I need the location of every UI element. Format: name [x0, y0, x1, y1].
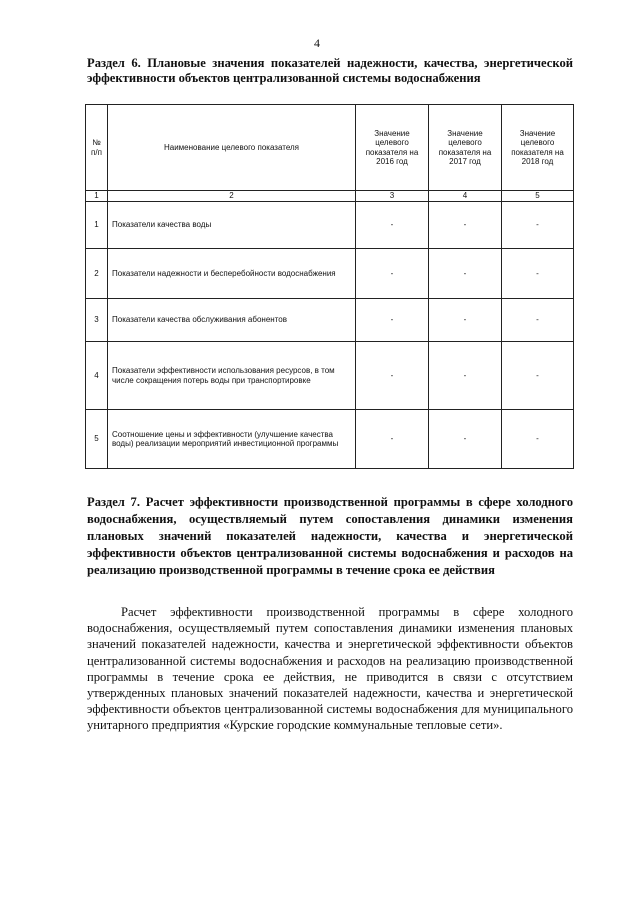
target-indicators-table	[85, 104, 574, 469]
column-index: 1	[86, 191, 108, 202]
column-index: 2	[108, 191, 356, 202]
row-num: 2	[86, 249, 108, 299]
row-num: 5	[86, 410, 108, 469]
header-num: № п/п	[86, 105, 108, 191]
row-value-2018: -	[502, 202, 574, 249]
row-indicator-name: Соотношение цены и эффективности (улучшение качества воды) реализации мероприятий инвестиционной программы	[108, 410, 356, 469]
table-row	[86, 299, 574, 342]
row-value-2016: -	[356, 410, 429, 469]
row-num: 4	[86, 342, 108, 410]
row-value-2017: -	[429, 410, 502, 469]
row-value-2017: -	[429, 202, 502, 249]
header-indicator-name: Наименование целевого показателя	[108, 105, 356, 191]
header-2018: Значение целевого показателя на 2018 год	[502, 105, 574, 191]
row-indicator-name: Показатели эффективности использования ресурсов, в том числе сокращения потерь воды при транспортировке	[108, 342, 356, 410]
row-value-2017: -	[429, 342, 502, 410]
row-value-2016: -	[356, 249, 429, 299]
row-value-2016: -	[356, 202, 429, 249]
column-index: 5	[502, 191, 574, 202]
row-value-2018: -	[502, 249, 574, 299]
table-row	[86, 202, 574, 249]
row-value-2018: -	[502, 299, 574, 342]
table-row	[86, 249, 574, 299]
column-index-row	[86, 191, 574, 202]
section-7-heading: Раздел 7. Расчет эффективности производственной программы в сфере холодного водоснабжения, осуществляемый путем сопоставления динамики изменения плановых значений показателей надежности, качества и энергетической эффективности объектов централизованной системы водоснабжения и расходов на реализацию производственной программы в течение срока ее действия	[87, 495, 573, 577]
row-value-2018: -	[502, 410, 574, 469]
page-number: 4	[314, 36, 320, 50]
table-row	[86, 342, 574, 410]
row-value-2017: -	[429, 299, 502, 342]
section-7-paragraph: Расчет эффективности производственной программы в сфере холодного водоснабжения, осуществляемый путем сопоставления динамики изменения плановых значений показателей надежности, качества и энергетической эффективности объектов централизованной системы водоснабжения и расходов на реализацию производственной программы в течение срока ее действия, не приводится в связи с отсутствием утвержденных плановых значений показателей надежности, качества и энергетической эффективности объектов централизованной системы водоснабжения для муниципального унитарного предприятия «Курские городские коммунальные тепловые сети».	[87, 605, 573, 733]
row-value-2017: -	[429, 249, 502, 299]
row-indicator-name: Показатели надежности и бесперебойности водоснабжения	[108, 249, 356, 299]
header-2017: Значение целевого показателя на 2017 год	[429, 105, 502, 191]
column-index: 4	[429, 191, 502, 202]
row-num: 3	[86, 299, 108, 342]
row-value-2018: -	[502, 342, 574, 410]
table-row	[86, 410, 574, 469]
row-indicator-name: Показатели качества воды	[108, 202, 356, 249]
column-index: 3	[356, 191, 429, 202]
row-value-2016: -	[356, 342, 429, 410]
header-2016: Значение целевого показателя на 2016 год	[356, 105, 429, 191]
section-6-heading: Раздел 6. Плановые значения показателей надежности, качества, энергетической эффективности объектов централизованной системы водоснабжения	[87, 56, 573, 85]
row-value-2016: -	[356, 299, 429, 342]
table-header-row	[86, 105, 574, 191]
row-indicator-name: Показатели качества обслуживания абонентов	[108, 299, 356, 342]
row-num: 1	[86, 202, 108, 249]
